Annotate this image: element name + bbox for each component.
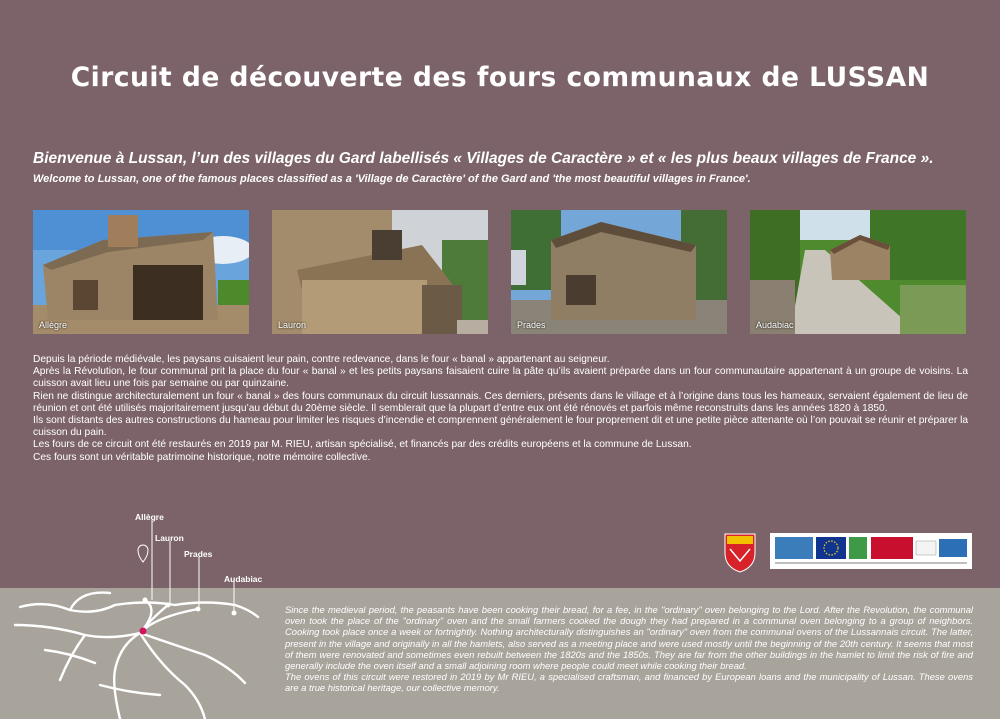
subtitle-english: Welcome to Lussan, one of the famous places classified as a 'Village de Caractère' of the Gard and 'the most beautiful villages in France'. bbox=[33, 173, 751, 185]
paragraph: Après la Révolution, le four communal prit la place du four « banal » et les petits paysans faisaient cuire la pâte qu’ils avaient préparée dans un four communautaire appartenant à un groupe de voisins. La cuisson avait lieu une fois par semaine ou par quinzaine. bbox=[33, 366, 968, 390]
subtitle-french: Bienvenue à Lussan, l’un des villages du Gard labellisés « Villages de Caractère » et « les plus beaux villages de France ». bbox=[33, 150, 934, 167]
map-label-audabiac: Audabiac bbox=[224, 574, 263, 584]
photo-audabiac: Audabiac bbox=[750, 210, 966, 334]
map-label-allegre: Allègre bbox=[135, 512, 164, 522]
paragraph: Ils sont distants des autres constructions du hameau pour limiter les risques d’incendie et comprennent généralement le four proprement dit et une petite pièce attenante où l’on pouvait se réunir et préparer la cuisson du pain. bbox=[33, 415, 968, 439]
paragraph: Rien ne distingue architecturalement un four « banal » des fours communaux du circuit lussannais. Ces derniers, présents dans le village et à l’origine dans tous les hameaux, servaient également de lieu de réunion et ont été utilisés majoritairement jusqu’au début du 20ème siècle. Il semblerait que la plupart d’entre eux ont été rénovés et parfois même reconstruits dans les années 1820 à 1850. bbox=[33, 390, 968, 414]
partner-logos bbox=[770, 533, 972, 569]
map-label-prades: Prades bbox=[184, 549, 213, 559]
circuit-map bbox=[0, 505, 265, 719]
page-title: Circuit de découverte des fours communaux de LUSSAN bbox=[70, 62, 930, 93]
paragraph: Ces fours sont un véritable patrimoine historique, notre mémoire collective. bbox=[33, 451, 371, 463]
photo-lauron: Lauron bbox=[272, 210, 488, 334]
paragraph: Depuis la période médiévale, les paysans cuisaient leur pain, contre redevance, dans le four « banal » appartenant au seigneur. bbox=[33, 354, 610, 365]
french-text bbox=[33, 354, 968, 464]
map-label-lauron: Lauron bbox=[155, 533, 184, 543]
photo-prades: Prades bbox=[511, 210, 727, 334]
paragraph: Since the medieval period, the peasants have been cooking their bread, for a fee, in the "ordinary" oven belonging to the Lord. After the Revolution, the communal oven took the place of the "ordinary" oven and the small farmers cooked the dough they had prepared in a communal oven belonging to a group of neighbors. Cooking took place once a week or fortnightly. Nothing architecturally distinguishes an "ordinary" oven from the communal ovens of the Lussannais circuit. The latter, present in the village and originally in all the hamlets, also served as a meeting place and were used mostly until the beginning of the 20th century. It seems that most of them were renovated and sometimes even rebuilt between the 1820s and the 1850s. They are far from the other buildings in the hamlet to limit the risk of fire and generally include the oven itself and a small adjoining room where people could meet while cooking their bread. bbox=[285, 604, 973, 672]
english-text bbox=[285, 604, 973, 694]
photo-allegre: Allègre bbox=[33, 210, 249, 334]
lussan-crest-logo bbox=[722, 531, 758, 573]
paragraph: Les fours de ce circuit ont été restaurés en 2019 par M. RIEU, artisan spécialisé, et financés par des crédits européens et la commune de Lussan. bbox=[33, 439, 692, 451]
paragraph: The ovens of this circuit were restored in 2019 by Mr RIEU, a specialised craftsman, and financed by European loans and the municipality of Lussan. These ovens are a true historical heritage, our collective memory. bbox=[285, 671, 973, 694]
